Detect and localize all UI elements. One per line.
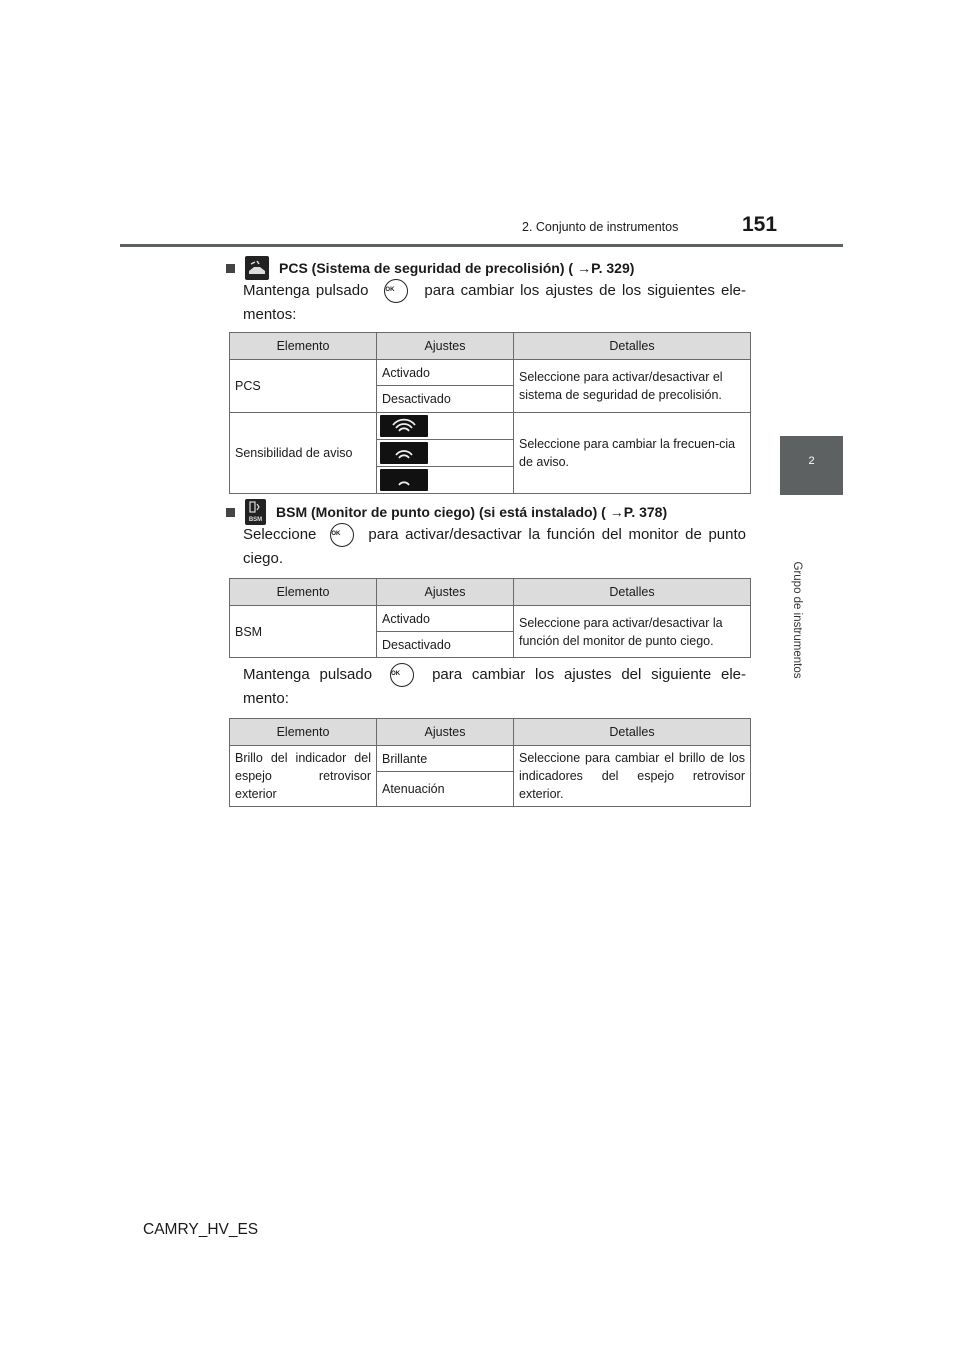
bsm-ref: →P. 378) — [609, 504, 668, 520]
ok-button-icon — [384, 279, 408, 303]
table-header: Detalles — [514, 719, 751, 746]
sensitivity-low-icon — [380, 469, 428, 491]
pcs-instruction-start: Mantenga pulsado — [243, 282, 369, 299]
model-code: CAMRY_HV_ES — [143, 1221, 259, 1238]
table-cell-element: Brillo del indicador del espejo retrovisor exterior — [230, 746, 377, 807]
bsm-icon-text: BSM — [248, 517, 263, 523]
bullet-icon — [226, 508, 235, 517]
pcs-heading — [226, 256, 634, 280]
pcs-instruction-end: para cambiar los ajustes de los siguientes ele-mentos: — [243, 282, 746, 324]
table-cell-setting — [377, 440, 514, 467]
bullet-icon — [226, 264, 235, 273]
pcs-title: PCS (Sistema de seguridad de precolisión) ( — [279, 260, 574, 276]
table-cell-element: PCS — [230, 360, 377, 413]
sensitivity-medium-icon — [380, 442, 428, 464]
section-heading: 2. Conjunto de instrumentos — [522, 220, 679, 234]
bsm-instruction2-start: Mantenga pulsado — [243, 666, 373, 683]
bsm-heading — [226, 499, 667, 525]
table-cell-details: Seleccione para cambiar el brillo de los indicadores del espejo retrovisor exterior. — [514, 746, 751, 807]
table-header: Detalles — [514, 333, 751, 360]
ok-button-icon — [330, 523, 354, 547]
table-cell-setting: Desactivado — [377, 632, 514, 658]
bsm-title: BSM (Monitor de punto ciego) (si está instalado) ( — [276, 504, 606, 520]
table-header: Ajustes — [377, 579, 514, 606]
bsm-brightness-table — [229, 718, 751, 807]
table-cell-setting — [377, 413, 514, 440]
pcs-instruction — [243, 279, 746, 327]
table-cell-setting: Atenuación — [377, 772, 514, 807]
table-cell-element: BSM — [230, 606, 377, 658]
bsm-instruction — [243, 523, 746, 571]
page-number: 151 — [742, 213, 778, 236]
bsm-instruction-2 — [243, 663, 746, 711]
table-header: Ajustes — [377, 333, 514, 360]
table-cell-details: Seleccione para activar/desactivar el sistema de seguridad de precolisión. — [514, 360, 751, 413]
table-cell-setting — [377, 467, 514, 494]
table-cell-setting: Activado — [377, 360, 514, 386]
bsm-table — [229, 578, 751, 658]
ok-button-icon — [390, 663, 414, 687]
table-cell-setting: Desactivado — [377, 386, 514, 413]
table-cell-details: Seleccione para cambiar la frecuen-cia de aviso. — [514, 413, 751, 494]
pcs-ref: →P. 329) — [577, 260, 635, 276]
table-header: Detalles — [514, 579, 751, 606]
chapter-tab — [780, 436, 843, 495]
bsm-instruction2-end: para cambiar los ajustes del siguiente ele-mento: — [243, 666, 746, 708]
header-divider — [120, 244, 843, 247]
table-cell-element: Sensibilidad de aviso — [230, 413, 377, 494]
pcs-icon — [245, 256, 269, 280]
table-header: Elemento — [230, 333, 377, 360]
table-header: Elemento — [230, 719, 377, 746]
pcs-table — [229, 332, 751, 494]
bsm-icon — [245, 499, 266, 525]
table-header: Elemento — [230, 579, 377, 606]
table-header: Ajustes — [377, 719, 514, 746]
chapter-number: 2 — [808, 455, 815, 467]
table-cell-details: Seleccione para activar/desactivar la función del monitor de punto ciego. — [514, 606, 751, 658]
chapter-label: Grupo de instrumentos — [791, 561, 803, 679]
table-cell-setting: Brillante — [377, 746, 514, 772]
sensitivity-high-icon — [380, 415, 428, 437]
bsm-instruction-end: para activar/desactivar la función del monitor de punto ciego. — [243, 526, 746, 568]
table-cell-setting: Activado — [377, 606, 514, 632]
bsm-instruction-start: Seleccione — [243, 526, 317, 543]
